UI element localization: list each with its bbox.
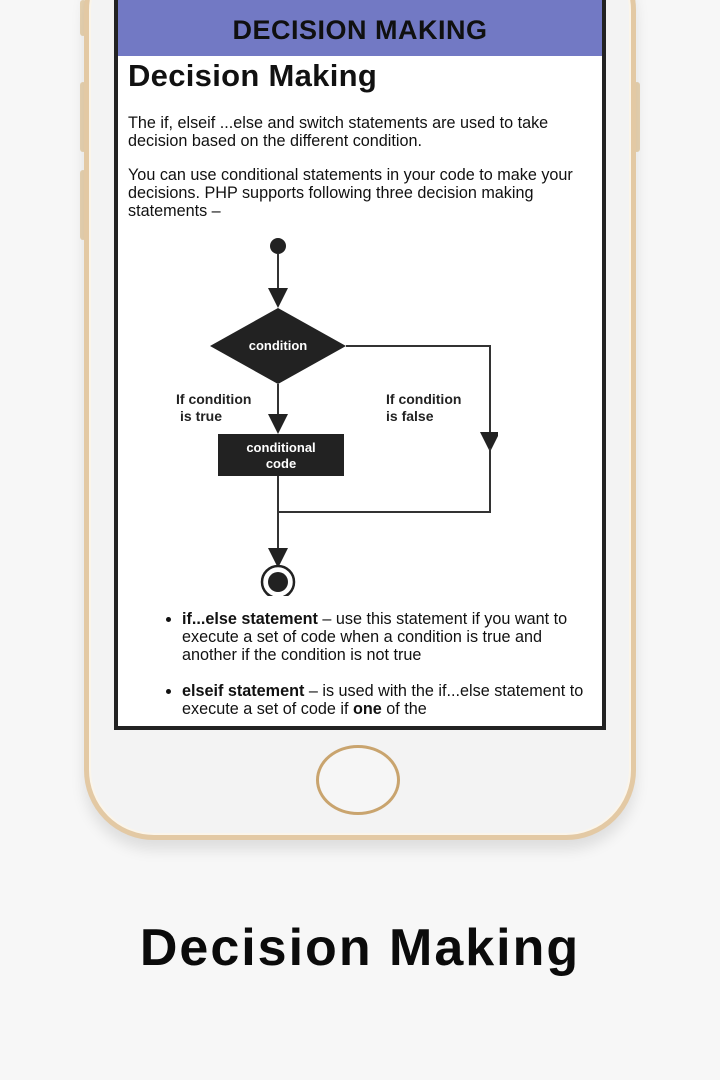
app-bar <box>118 0 602 56</box>
app-bar-title: DECISION MAKING <box>232 14 488 45</box>
start-node <box>270 238 286 254</box>
false-label-line1: If condition <box>386 391 462 407</box>
code-label-line2: code <box>265 456 297 471</box>
bullet-text: – is used with the if...else statement to execute a set of code if <box>182 682 584 718</box>
bullet-text: – use this statement if you want to execute a set of code when a condition is true and another if the condition is not true <box>182 610 568 664</box>
home-button[interactable] <box>316 745 400 815</box>
bullet-emphasis: one <box>352 700 382 718</box>
end-node <box>268 572 288 592</box>
article-content[interactable] <box>118 58 602 718</box>
intro-paragraph: The if, elseif ...else and switch statements are used to take decision based on the different condition. <box>128 114 549 150</box>
bullet-term: elseif statement <box>182 682 305 700</box>
statement-list <box>128 610 592 718</box>
promo-caption: Decision Making <box>139 919 581 977</box>
flowchart-diagram <box>168 236 498 596</box>
false-label-line2: is false <box>386 408 434 424</box>
conditional-paragraph: You can use conditional statements in your code to make your decisions. PHP supports following three decision making statements – <box>128 166 573 220</box>
true-label-line1: If condition <box>176 391 252 407</box>
bullet-term: if...else statement <box>182 610 318 628</box>
true-label-line2: is true <box>180 408 223 424</box>
list-item <box>182 610 592 664</box>
list-item <box>182 682 592 718</box>
phone-screen[interactable] <box>114 0 606 730</box>
code-label-line1: conditional <box>246 440 316 455</box>
article-heading: Decision Making <box>128 58 378 93</box>
bullet-text-end: of the <box>381 700 427 718</box>
condition-label: condition <box>248 338 308 353</box>
